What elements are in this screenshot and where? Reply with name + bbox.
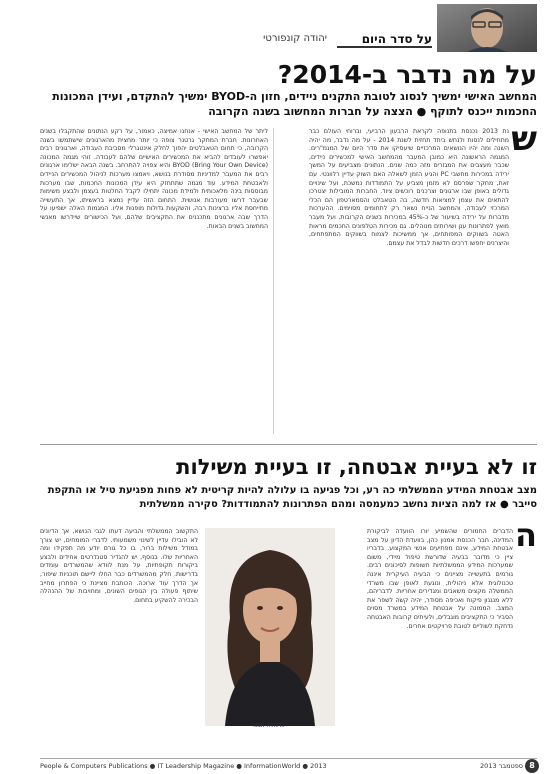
footer-publication-line: People & Computers Publications ● IT Leadership Magazine ● InformationWorld ● 2013 bbox=[40, 762, 327, 770]
author-name: יהודה קונפורטי bbox=[263, 33, 327, 44]
article-headline: זו לא בעיית אבטחה, זו בעיית משילות bbox=[176, 455, 537, 479]
photo-caption: כרמלה אבנר bbox=[251, 722, 285, 729]
footer-issue-date: ספטמבר 2013 bbox=[480, 762, 523, 770]
section-divider bbox=[337, 46, 432, 48]
section-divider bbox=[40, 444, 537, 445]
author-photo bbox=[437, 4, 537, 52]
article-column-right bbox=[309, 128, 537, 434]
column-divider bbox=[273, 128, 274, 434]
article-deck: מצב אבטחת המידע הממשלתי כה רע, וכל פגיעה בו עלולה להיות קריטית לא פחות מפגיעת טיל או התקפת סייבר ● אז למה הציות נחשב כמעמסה ומהם הפתרונות להתמודדות? סקירה ממשלתית bbox=[47, 485, 537, 510]
footer-divider bbox=[40, 758, 537, 759]
article-column-left bbox=[40, 528, 198, 748]
page-number-badge: 8 bbox=[525, 759, 539, 773]
article-deck: המחשב האישי ימשיך לנסוג לטובת התקנים ניידים, חזון ה-BYOD ימשיך להתקדם, ועידן המכונות החכמות ייכנס לתוקף ● הצצה על חברות המחשוב בשנה הקרובה bbox=[52, 90, 537, 118]
section-title: על סדר היום bbox=[361, 32, 432, 46]
drop-cap: ש bbox=[511, 119, 537, 159]
column-text: התקשוב הממשלתי והביעה דעתו לגבי הנושא, אך הדיונים לא הובילו עדיין לשינוי משמעותי. לדברי המומחים, יש צורך במודל משילות ברור, בו כל גורם יודע מה תפקידו ומה האחריות שלו. בנוסף, יש להגדיר סטנדרטים אחידים ולבצע ביקורות תקופתיות, על מנת לוודא שהמשרדים עומדים בדרישות. חלק מהמשרדים כבר החלו ליישם תוכניות שיפור, אך הדרך עוד ארוכה. הכותבת מציינת כי הפתרון מחייב שיתוף פעולה בין הגופים השונים, ומחויבות של ההנהלה הבכירה להשקיע בתחום. bbox=[40, 528, 198, 604]
column-text: הדברים החמורים שהשמיע יורו הוועדה לביקורת המדינה, חבר הכנסת אמנון כהן, בוועדת הדיון על מצב אבטחת המידע, אינם מפתיעים אנשי המקצוע. בדבריו ציין כי מדובר בבעיה שדורשת טיפול מיידי, משום שמערכות המידע הממשלתיות חשופות לסיכונים רבים. גורמים בתעשייה מציינים כי הבעיה העיקרית איננה טכנולוגית אלא ניהולית, ונוגעת לאופן שבו משרדי הממשלה מקצים משאבים ומגדירים אחריות. לדבריהם, ללא מנגנון פיקוח ואכיפה מסודר, יהיה קשה לשפר את המצב. הממונה על אבטחת המידע במשרד מסוים הסביר כי התקציבים מוגבלים, ולעיתים קרובות האבטחה נדחקת לשוליים לטובת פרויקטים אחרים. bbox=[367, 528, 513, 630]
column-text: נת 2013 נכנסת בתנופה לקראת הרבעון הרביעי, וברוחי העולם כבר מתחילים לנסות ולנחש ביחד תחזית לשנת 2014 - על מה נדבר, מה יהיה השנה ומה יהיו הנושאים המרכזיים שיעסיקו את סדר היום של המנמ"רים. המגמה הראשונה היא כמובן המעבר מהמחשב האישי למכשירים ניידים, שכבר מעצבים את המגזרים מזה כמה שנים. הנתונים מצביעים על המשך ירידה במכירות מחשבי PC והגיע הזמן לשאלה האם השוק עדיין רלוונטי. עם זאת, מחקר שפרסם לא מזמן מצביע על התמודדות נמשכת, ועל שינויים גדולים באופן שבו ארגונים וצרכנים רוכשים ציוד. החברות המובילות יצטרכו להתאים את עצמן למציאות חדשה, בה הטאבלט והסמארטפון הם הכלי המרכזי לעבודה, והמחשב הנייח נשאר רק לתחומים מסוימים. ההערכות מדברות על ירידה בשיעור של כ-45% במכירות בשנים הקרובות, ועל מעבר מואץ לפתרונות ענן ושירותים מנוהלים. גם מכירות הטלפונים החכמים מראות האטה בשווקים המפותחים, אך ממשיכות לצמוח בשווקים המתפתחים, והיצרנים יחפשו דרכים חדשות לבדל את עצמם. bbox=[309, 128, 510, 247]
article-column-left bbox=[40, 128, 268, 434]
portrait-photo bbox=[205, 528, 335, 726]
article-headline: על מה נדבר ב-2014? bbox=[277, 60, 537, 89]
article-column-right bbox=[367, 528, 537, 748]
column-text: ליתר של המחשב האישי - אנחנו אמיצה, כאמור, על רקע הנתונים שהתקבלו בשנים האחרונות. חברת המחקר גרטנר צופה כי יותר מחצית מהארגונים שישתמשו בשנה הקרובה, כי תחום הטאבלטים יהפוך לחלק אינטגרלי מסביבת העבודה, וארגונים רבים יאפשרו לעובדים להביא את המכשירים האישיים שלהם לעבודה. זוהי מגמה המכונה BYOD (Bring Your Own Device) והיא צפויה להתרחב. בשנה הבאה ישלימו ארגונים רבים את המעבר למדיניות מסודרת בנושא, ויאמצו מערכות לניהול המכשירים הניידים ולאבטחת המידע. עוד מגמה שתתחזק היא עידן המכונות החכמות, שבו מערכות מבוססות בינה מלאכותית ולמידת מכונה יתחילו לקבל החלטות בעצמן ולבצע משימות שבעבר דרשו מעורבות אנושית. התחום הזה עדיין נמצא בראשיתו, אך התעשייה מתייחסת אליו ברצינות רבה, והשקעות גדולות מופנות אליו. המגמות האלה ישפיעו על הדרך שבה ארגונים מתכננים את התקציבים שלהם, ועל הכישורים שיידרשו מאנשי המחשוב בשנים הבאות. bbox=[40, 128, 268, 230]
drop-cap: ה bbox=[515, 516, 537, 554]
